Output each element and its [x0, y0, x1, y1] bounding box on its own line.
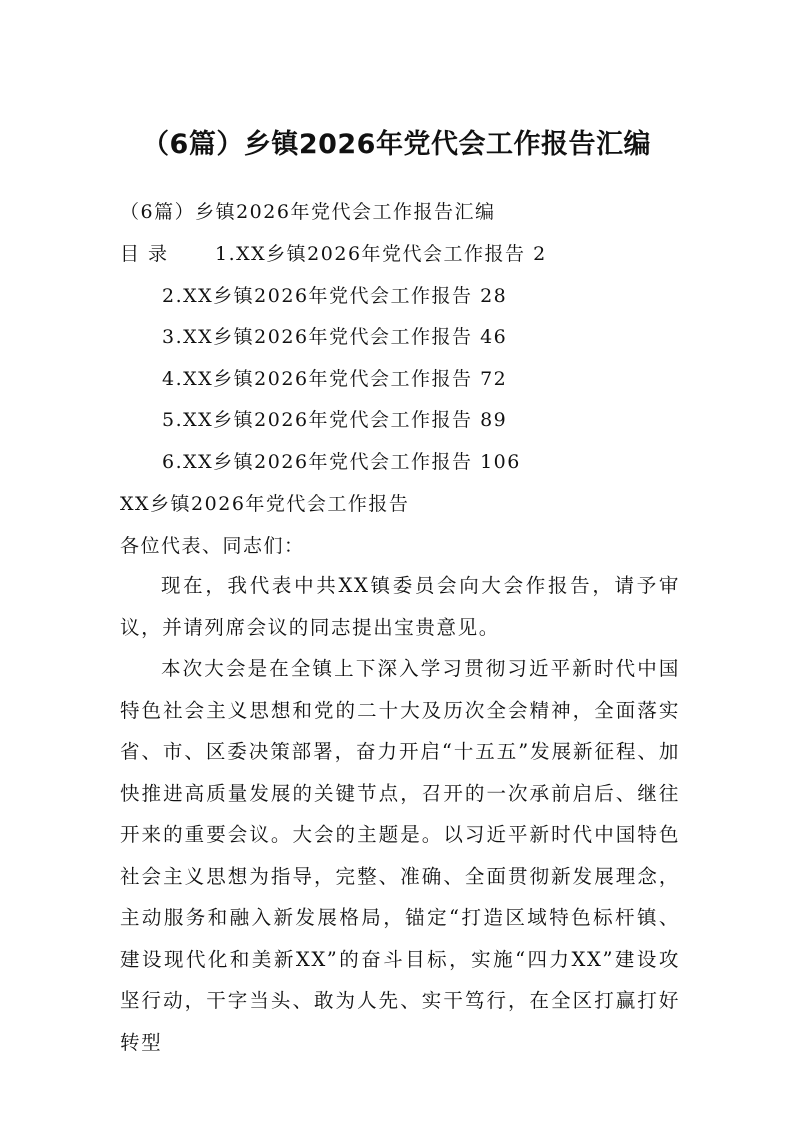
toc-item-page: 46	[480, 326, 508, 348]
toc-item-page: 106	[480, 451, 521, 473]
toc-item	[162, 284, 507, 308]
toc-item-page: 89	[480, 409, 508, 431]
toc-item	[215, 242, 547, 266]
toc-item-text: 6.XX乡镇2026年党代会工作报告	[162, 451, 473, 473]
toc-item-text: 3.XX乡镇2026年党代会工作报告	[162, 326, 473, 348]
toc-item-page: 2	[533, 243, 547, 265]
toc-item-text: 4.XX乡镇2026年党代会工作报告	[162, 368, 473, 390]
toc-item	[162, 450, 521, 474]
toc-label: 目 录	[120, 243, 169, 265]
toc-item	[162, 325, 507, 349]
toc-item-page: 28	[480, 285, 508, 307]
toc-item-page: 72	[480, 368, 508, 390]
body-paragraph: 本次大会是在全镇上下深入学习贯彻习近平新时代中国特色社会主义思想和党的二十大及历次全会精神，全面落实省、市、区委决策部署，奋力开启“十五五”发展新征程、加快推进高质量发展的关键节点，召开的一次承前启后、继往开来的重要会议。大会的主题是。以习近平新时代中国特色社会主义思想为指导，完整、准确、全面贯彻新发展理念，主动服务和融入新发展格局，锚定“打造区域特色标杆镇、建设现代化和美新XX”的奋斗目标，实施“四力XX”建设攻坚行动，干字当头、敢为人先、实干笃行，在全区打赢打好转型	[120, 657, 680, 1054]
toc-item	[162, 408, 507, 432]
document-title: （6篇）乡镇2026年党代会工作报告汇编	[142, 129, 651, 160]
body-paragraph: 现在，我代表中共XX镇委员会向大会作报告，请予审议，并请列席会议的同志提出宝贵意见。	[120, 574, 680, 639]
toc-item-text: 1.XX乡镇2026年党代会工作报告	[215, 243, 526, 265]
document-subtitle: （6篇）乡镇2026年党代会工作报告汇编	[120, 201, 496, 223]
toc-item-text: 2.XX乡镇2026年党代会工作报告	[162, 285, 473, 307]
report-body	[120, 565, 680, 1063]
toc-item	[162, 367, 507, 391]
report-title: XX乡镇2026年党代会工作报告	[120, 493, 410, 515]
toc-item-text: 5.XX乡镇2026年党代会工作报告	[162, 409, 473, 431]
salutation: 各位代表、同志们：	[120, 535, 305, 557]
